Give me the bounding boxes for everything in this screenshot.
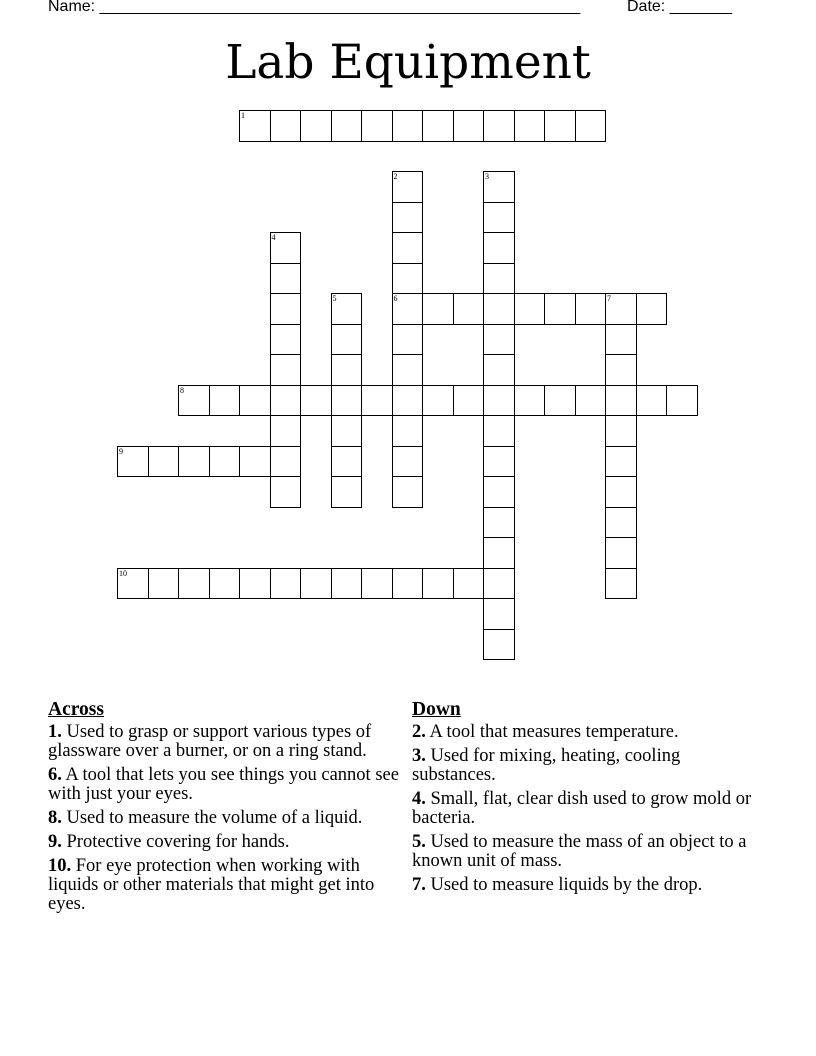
crossword-cell[interactable]: [239, 446, 271, 478]
clue-down: [412, 723, 762, 742]
crossword-cell[interactable]: [331, 354, 363, 386]
crossword-cell[interactable]: [422, 385, 454, 417]
cell-number: 1: [241, 111, 245, 120]
crossword-cell[interactable]: [392, 354, 424, 386]
clue-number: 6.: [48, 765, 62, 785]
cell-number: 7: [607, 294, 611, 303]
clue-down: [412, 747, 762, 785]
crossword-cell[interactable]: [392, 568, 424, 600]
crossword-cell[interactable]: [483, 263, 515, 295]
crossword-cell[interactable]: [392, 171, 424, 203]
crossword-cell[interactable]: [178, 568, 210, 600]
crossword-cell[interactable]: [178, 385, 210, 417]
crossword-cell[interactable]: [239, 110, 271, 142]
crossword-cell[interactable]: [209, 385, 241, 417]
crossword-cell[interactable]: [453, 385, 485, 417]
clue-text: Protective covering for hands.: [66, 832, 290, 852]
clue-across: [48, 766, 404, 804]
crossword-cell[interactable]: [209, 568, 241, 600]
date-field-label: Date: _______: [627, 0, 732, 15]
crossword-cell[interactable]: [483, 446, 515, 478]
crossword-cell[interactable]: [392, 293, 424, 325]
crossword-cell[interactable]: [239, 385, 271, 417]
clue-number: 3.: [412, 746, 426, 766]
crossword-cell[interactable]: [483, 476, 515, 508]
crossword-cell[interactable]: [148, 446, 180, 478]
clue-number: 5.: [412, 832, 426, 852]
crossword-cell[interactable]: [361, 385, 393, 417]
clue-text: Small, flat, clear dish used to grow mold or bacteria.: [412, 789, 752, 828]
crossword-cell[interactable]: [270, 476, 302, 508]
crossword-cell[interactable]: [514, 110, 546, 142]
clue-text: Used to measure liquids by the drop.: [430, 875, 703, 895]
crossword-cell[interactable]: [605, 354, 637, 386]
crossword-cell[interactable]: [331, 476, 363, 508]
crossword-cell[interactable]: [331, 324, 363, 356]
crossword-cell[interactable]: [605, 507, 637, 539]
clue-across: [48, 857, 404, 914]
clue-number: 2.: [412, 722, 426, 742]
clue-across: [48, 833, 404, 852]
crossword-cell[interactable]: [300, 110, 332, 142]
clue-text: A tool that lets you see things you cannot see with just your eyes.: [48, 765, 399, 804]
crossword-cell[interactable]: [605, 537, 637, 569]
crossword-cell[interactable]: [666, 385, 698, 417]
cell-number: 5: [332, 294, 337, 303]
clue-number: 1.: [48, 722, 62, 742]
crossword-cell[interactable]: [270, 293, 302, 325]
crossword-cell[interactable]: [483, 415, 515, 447]
clue-down: [412, 876, 762, 895]
crossword-cell[interactable]: [483, 507, 515, 539]
crossword-cell[interactable]: [270, 354, 302, 386]
crossword-cell[interactable]: [239, 568, 271, 600]
crossword-cell[interactable]: [605, 476, 637, 508]
crossword-cell[interactable]: [270, 110, 302, 142]
crossword-cell[interactable]: [483, 232, 515, 264]
crossword-cell[interactable]: [392, 385, 424, 417]
crossword-cell[interactable]: [483, 385, 515, 417]
crossword-cell[interactable]: [392, 446, 424, 478]
crossword-cell[interactable]: [483, 110, 515, 142]
crossword-cell[interactable]: [483, 171, 515, 203]
crossword-cell[interactable]: [148, 568, 180, 600]
crossword-cell[interactable]: [361, 568, 393, 600]
crossword-cell[interactable]: [300, 568, 332, 600]
clue-down: [412, 790, 762, 828]
crossword-cell[interactable]: [331, 385, 363, 417]
clue-number: 10.: [48, 856, 72, 876]
cell-number: 2: [393, 172, 398, 181]
crossword-cell[interactable]: [544, 293, 576, 325]
crossword-cell[interactable]: [270, 324, 302, 356]
clue-text: For eye protection when working with liquids or other materials that might get into eyes.: [48, 856, 375, 914]
cell-number: 9: [119, 446, 123, 456]
crossword-cell[interactable]: [544, 110, 576, 142]
crossword-cell[interactable]: [544, 385, 576, 417]
crossword-cell[interactable]: [605, 385, 637, 417]
crossword-cell[interactable]: [392, 476, 424, 508]
cell-number: 8: [180, 385, 184, 395]
clue-across: [48, 809, 404, 828]
down-heading: Down: [412, 699, 461, 720]
crossword-cell[interactable]: [392, 263, 424, 295]
crossword-cell[interactable]: [483, 537, 515, 569]
crossword-cell[interactable]: [331, 293, 363, 325]
crossword-cell[interactable]: [361, 110, 393, 142]
crossword-cell[interactable]: [483, 202, 515, 234]
clue-down: [412, 833, 762, 871]
clue-across: [48, 723, 404, 761]
crossword-cell[interactable]: [483, 598, 515, 630]
clue-text: A tool that measures temperature.: [429, 722, 679, 742]
crossword-cell[interactable]: [605, 446, 637, 478]
crossword-cell[interactable]: [605, 293, 637, 325]
down-clues: [412, 700, 762, 900]
crossword-cell[interactable]: [453, 110, 485, 142]
clue-text: Used to measure the volume of a liquid.: [66, 808, 363, 828]
crossword-cell[interactable]: [605, 324, 637, 356]
crossword-cell[interactable]: [270, 415, 302, 447]
crossword-cell[interactable]: [270, 446, 302, 478]
crossword-cell[interactable]: [117, 568, 149, 600]
crossword-cell[interactable]: [575, 293, 607, 325]
crossword-cell[interactable]: [331, 415, 363, 447]
crossword-cell[interactable]: [483, 568, 515, 600]
crossword-cell[interactable]: [483, 293, 515, 325]
crossword-cell[interactable]: [392, 415, 424, 447]
crossword-cell[interactable]: [331, 568, 363, 600]
crossword-cell[interactable]: [636, 293, 668, 325]
cell-number: 3: [485, 172, 489, 181]
clue-number: 8.: [48, 808, 62, 828]
name-field-label: Name: ______________________________________________________: [48, 0, 581, 15]
crossword-cell[interactable]: [422, 568, 454, 600]
crossword-cell[interactable]: [483, 354, 515, 386]
crossword-cell[interactable]: [300, 385, 332, 417]
crossword-cell[interactable]: [392, 110, 424, 142]
crossword-cell[interactable]: [575, 385, 607, 417]
crossword-cell[interactable]: [270, 568, 302, 600]
crossword-cell[interactable]: [514, 293, 546, 325]
crossword-cell[interactable]: [331, 446, 363, 478]
cell-number: 10: [119, 568, 127, 578]
cell-number: 4: [271, 233, 276, 242]
clue-text: Used to measure the mass of an object to a known unit of mass.: [412, 832, 747, 871]
cell-number: 6: [393, 294, 398, 303]
crossword-cell[interactable]: [605, 568, 637, 600]
crossword-cell[interactable]: [392, 232, 424, 264]
crossword-cell[interactable]: [117, 446, 149, 478]
crossword-cell[interactable]: [422, 110, 454, 142]
clue-number: 4.: [412, 789, 426, 809]
crossword-cell[interactable]: [483, 324, 515, 356]
crossword-cell[interactable]: [636, 385, 668, 417]
across-clues: [48, 700, 404, 919]
crossword-cell[interactable]: [514, 385, 546, 417]
clue-number: 7.: [412, 875, 426, 895]
crossword-cell[interactable]: [331, 110, 363, 142]
crossword-cell[interactable]: [453, 293, 485, 325]
crossword-cell[interactable]: [605, 415, 637, 447]
clue-number: 9.: [48, 832, 62, 852]
crossword-cell[interactable]: [422, 293, 454, 325]
crossword-cell[interactable]: [270, 385, 302, 417]
crossword-cell[interactable]: [483, 629, 515, 661]
clue-text: Used to grasp or support various types of glassware over a burner, or on a ring stand.: [48, 722, 372, 761]
crossword-cell[interactable]: [178, 446, 210, 478]
clue-text: Used for mixing, heating, cooling substances.: [412, 746, 681, 785]
across-heading: Across: [48, 699, 104, 720]
crossword-cell[interactable]: [270, 263, 302, 295]
crossword-cell[interactable]: [453, 568, 485, 600]
crossword-cell[interactable]: [392, 202, 424, 234]
crossword-cell[interactable]: [270, 232, 302, 264]
crossword-cell[interactable]: [392, 324, 424, 356]
crossword-cell[interactable]: [209, 446, 241, 478]
puzzle-title: Lab Equipment: [225, 35, 591, 90]
crossword-cell[interactable]: [575, 110, 607, 142]
